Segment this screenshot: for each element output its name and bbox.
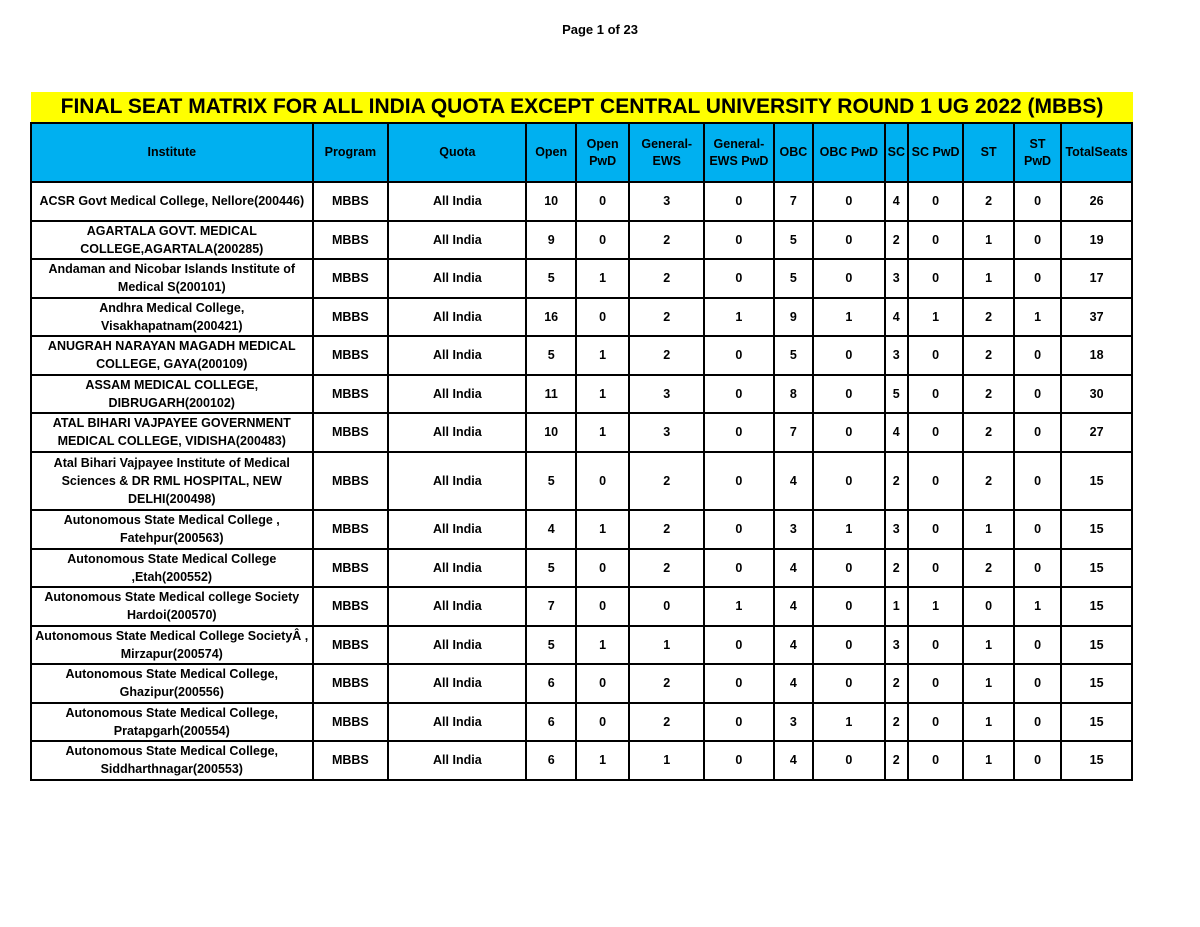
program-cell: MBBS	[313, 336, 389, 375]
program-cell: MBBS	[313, 413, 389, 452]
institute-cell: ATAL BIHARI VAJPAYEE GOVERNMENT MEDICAL COLLEGE, VIDISHA(200483)	[31, 413, 313, 452]
program-cell: MBBS	[313, 587, 389, 626]
column-header: SC PwD	[908, 123, 964, 182]
seat-count-cell: 0	[704, 182, 774, 221]
seat-count-cell: 1	[1014, 298, 1061, 337]
column-header: Program	[313, 123, 389, 182]
seat-count-cell: 0	[908, 413, 964, 452]
quota-cell: All India	[388, 549, 526, 588]
seat-count-cell: 15	[1061, 510, 1132, 549]
institute-cell: Autonomous State Medical College ,Etah(200552)	[31, 549, 313, 588]
seat-count-cell: 5	[526, 626, 575, 665]
table-row	[31, 626, 1132, 665]
seat-count-cell: 0	[704, 452, 774, 511]
seat-count-cell: 0	[1014, 452, 1061, 511]
seat-count-cell: 3	[885, 336, 908, 375]
seat-count-cell: 0	[813, 182, 885, 221]
quota-cell: All India	[388, 703, 526, 742]
seat-count-cell: 0	[704, 741, 774, 780]
seat-count-cell: 1	[576, 626, 629, 665]
program-cell: MBBS	[313, 510, 389, 549]
seat-count-cell: 0	[576, 664, 629, 703]
seat-count-cell: 2	[963, 413, 1013, 452]
institute-cell: ASSAM MEDICAL COLLEGE, DIBRUGARH(200102)	[31, 375, 313, 414]
seat-count-cell: 0	[704, 626, 774, 665]
program-cell: MBBS	[313, 452, 389, 511]
quota-cell: All India	[388, 182, 526, 221]
seat-count-cell: 7	[774, 182, 813, 221]
header-row	[31, 123, 1132, 182]
seat-count-cell: 0	[704, 375, 774, 414]
seat-count-cell: 4	[774, 587, 813, 626]
quota-cell: All India	[388, 452, 526, 511]
seat-count-cell: 1	[1014, 587, 1061, 626]
seat-count-cell: 0	[813, 587, 885, 626]
seat-count-cell: 0	[1014, 664, 1061, 703]
seat-count-cell: 0	[908, 452, 964, 511]
institute-cell: Atal Bihari Vajpayee Institute of Medical Sciences & DR RML HOSPITAL, NEW DELHI(200498)	[31, 452, 313, 511]
seat-count-cell: 5	[526, 549, 575, 588]
table-row	[31, 259, 1132, 298]
quota-cell: All India	[388, 413, 526, 452]
seat-count-cell: 1	[813, 298, 885, 337]
seat-count-cell: 2	[963, 452, 1013, 511]
program-cell: MBBS	[313, 259, 389, 298]
table-row	[31, 413, 1132, 452]
seat-count-cell: 17	[1061, 259, 1132, 298]
table-row	[31, 452, 1132, 511]
seat-count-cell: 3	[885, 626, 908, 665]
seat-count-cell: 1	[963, 703, 1013, 742]
institute-cell: Andhra Medical College, Visakhapatnam(200421)	[31, 298, 313, 337]
seat-count-cell: 2	[629, 510, 704, 549]
seat-count-cell: 4	[774, 626, 813, 665]
table-row	[31, 298, 1132, 337]
seat-count-cell: 9	[526, 221, 575, 260]
seat-matrix-table	[30, 122, 1133, 781]
seat-count-cell: 0	[1014, 375, 1061, 414]
seat-count-cell: 5	[526, 336, 575, 375]
column-header: OBC	[774, 123, 813, 182]
seat-count-cell: 1	[963, 741, 1013, 780]
institute-cell: ANUGRAH NARAYAN MAGADH MEDICAL COLLEGE, GAYA(200109)	[31, 336, 313, 375]
seat-count-cell: 19	[1061, 221, 1132, 260]
program-cell: MBBS	[313, 626, 389, 665]
column-header: Institute	[31, 123, 313, 182]
seat-count-cell: 0	[704, 221, 774, 260]
seat-count-cell: 0	[908, 741, 964, 780]
seat-count-cell: 0	[576, 221, 629, 260]
seat-count-cell: 0	[963, 587, 1013, 626]
seat-count-cell: 1	[576, 510, 629, 549]
seat-count-cell: 0	[1014, 510, 1061, 549]
seat-count-cell: 6	[526, 703, 575, 742]
seat-count-cell: 0	[813, 549, 885, 588]
seat-count-cell: 18	[1061, 336, 1132, 375]
seat-count-cell: 2	[885, 221, 908, 260]
quota-cell: All India	[388, 298, 526, 337]
seat-count-cell: 15	[1061, 741, 1132, 780]
seat-count-cell: 10	[526, 413, 575, 452]
seat-count-cell: 2	[629, 259, 704, 298]
seat-count-cell: 27	[1061, 413, 1132, 452]
seat-count-cell: 2	[885, 452, 908, 511]
seat-count-cell: 6	[526, 741, 575, 780]
seat-count-cell: 5	[885, 375, 908, 414]
seat-count-cell: 0	[704, 549, 774, 588]
seat-count-cell: 5	[774, 221, 813, 260]
seat-count-cell: 15	[1061, 626, 1132, 665]
quota-cell: All India	[388, 587, 526, 626]
seat-count-cell: 15	[1061, 452, 1132, 511]
seat-count-cell: 2	[629, 336, 704, 375]
program-cell: MBBS	[313, 221, 389, 260]
seat-count-cell: 0	[908, 703, 964, 742]
seat-count-cell: 0	[1014, 626, 1061, 665]
seat-count-cell: 2	[629, 703, 704, 742]
seat-count-cell: 15	[1061, 549, 1132, 588]
seat-count-cell: 0	[908, 375, 964, 414]
seat-count-cell: 3	[629, 182, 704, 221]
seat-count-cell: 3	[774, 703, 813, 742]
column-header: Open	[526, 123, 575, 182]
table-row	[31, 182, 1132, 221]
seat-count-cell: 2	[629, 298, 704, 337]
seat-count-cell: 0	[704, 259, 774, 298]
seat-count-cell: 3	[885, 510, 908, 549]
program-cell: MBBS	[313, 703, 389, 742]
column-header: ST	[963, 123, 1013, 182]
seat-count-cell: 0	[813, 336, 885, 375]
seat-count-cell: 0	[576, 587, 629, 626]
seat-count-cell: 0	[908, 510, 964, 549]
seat-count-cell: 1	[963, 259, 1013, 298]
institute-cell: Autonomous State Medical College , Fatehpur(200563)	[31, 510, 313, 549]
program-cell: MBBS	[313, 182, 389, 221]
seat-count-cell: 0	[704, 336, 774, 375]
institute-cell: Autonomous State Medical College, Pratapgarh(200554)	[31, 703, 313, 742]
seat-count-cell: 0	[1014, 413, 1061, 452]
seat-count-cell: 4	[774, 741, 813, 780]
table-row	[31, 510, 1132, 549]
seat-count-cell: 4	[774, 452, 813, 511]
seat-count-cell: 2	[885, 549, 908, 588]
seat-count-cell: 1	[908, 587, 964, 626]
page-number: Page 1 of 23	[562, 22, 638, 37]
seat-count-cell: 11	[526, 375, 575, 414]
institute-cell: Andaman and Nicobar Islands Institute of Medical S(200101)	[31, 259, 313, 298]
document-title: FINAL SEAT MATRIX FOR ALL INDIA QUOTA EXCEPT CENTRAL UNIVERSITY ROUND 1 UG 2022 (MBBS)	[31, 92, 1133, 122]
table-row	[31, 375, 1132, 414]
seat-count-cell: 2	[885, 703, 908, 742]
seat-count-cell: 0	[704, 703, 774, 742]
institute-cell: Autonomous State Medical College, Siddharthnagar(200553)	[31, 741, 313, 780]
seat-count-cell: 0	[576, 182, 629, 221]
institute-cell: Autonomous State Medical College, Ghazipur(200556)	[31, 664, 313, 703]
quota-cell: All India	[388, 259, 526, 298]
seat-count-cell: 0	[1014, 741, 1061, 780]
quota-cell: All India	[388, 336, 526, 375]
seat-count-cell: 0	[629, 587, 704, 626]
seat-count-cell: 4	[885, 298, 908, 337]
seat-count-cell: 0	[576, 298, 629, 337]
column-header: SC	[885, 123, 908, 182]
seat-count-cell: 1	[576, 259, 629, 298]
seat-count-cell: 1	[963, 221, 1013, 260]
seat-count-cell: 0	[908, 336, 964, 375]
seat-count-cell: 6	[526, 664, 575, 703]
seat-count-cell: 7	[526, 587, 575, 626]
seat-count-cell: 2	[629, 549, 704, 588]
seat-count-cell: 0	[1014, 703, 1061, 742]
seat-count-cell: 3	[885, 259, 908, 298]
column-header: TotalSeats	[1061, 123, 1132, 182]
seat-count-cell: 5	[526, 259, 575, 298]
seat-count-cell: 0	[813, 259, 885, 298]
seat-count-cell: 4	[526, 510, 575, 549]
seat-count-cell: 0	[1014, 549, 1061, 588]
seat-count-cell: 5	[526, 452, 575, 511]
quota-cell: All India	[388, 375, 526, 414]
seat-count-cell: 2	[629, 221, 704, 260]
seat-count-cell: 9	[774, 298, 813, 337]
seat-count-cell: 30	[1061, 375, 1132, 414]
seat-count-cell: 1	[576, 336, 629, 375]
seat-count-cell: 2	[963, 298, 1013, 337]
seat-count-cell: 0	[1014, 221, 1061, 260]
column-header: OBC PwD	[813, 123, 885, 182]
seat-count-cell: 0	[908, 259, 964, 298]
seat-count-cell: 1	[963, 664, 1013, 703]
table-row	[31, 741, 1132, 780]
seat-count-cell: 16	[526, 298, 575, 337]
seat-count-cell: 2	[629, 452, 704, 511]
program-cell: MBBS	[313, 375, 389, 414]
seat-count-cell: 1	[704, 587, 774, 626]
quota-cell: All India	[388, 741, 526, 780]
seat-count-cell: 10	[526, 182, 575, 221]
seat-count-cell: 5	[774, 259, 813, 298]
seat-count-cell: 2	[963, 549, 1013, 588]
table-row	[31, 336, 1132, 375]
seat-count-cell: 2	[885, 741, 908, 780]
table-body	[31, 182, 1132, 780]
seat-count-cell: 0	[1014, 336, 1061, 375]
seat-count-cell: 1	[813, 510, 885, 549]
seat-count-cell: 15	[1061, 703, 1132, 742]
seat-count-cell: 15	[1061, 664, 1132, 703]
seat-count-cell: 0	[813, 221, 885, 260]
seat-count-cell: 4	[885, 413, 908, 452]
seat-count-cell: 3	[629, 413, 704, 452]
institute-cell: AGARTALA GOVT. MEDICAL COLLEGE,AGARTALA(200285)	[31, 221, 313, 260]
seat-count-cell: 1	[576, 375, 629, 414]
column-header: Open PwD	[576, 123, 629, 182]
seat-count-cell: 0	[813, 375, 885, 414]
seat-count-cell: 0	[813, 413, 885, 452]
column-header: General-EWS PwD	[704, 123, 774, 182]
seat-count-cell: 2	[963, 336, 1013, 375]
seat-count-cell: 0	[908, 549, 964, 588]
seat-count-cell: 4	[774, 549, 813, 588]
seat-count-cell: 7	[774, 413, 813, 452]
seat-count-cell: 2	[963, 375, 1013, 414]
institute-cell: Autonomous State Medical College SocietyÂ , Mirzapur(200574)	[31, 626, 313, 665]
quota-cell: All India	[388, 664, 526, 703]
seat-count-cell: 3	[774, 510, 813, 549]
seat-count-cell: 0	[813, 741, 885, 780]
program-cell: MBBS	[313, 741, 389, 780]
seat-count-cell: 1	[885, 587, 908, 626]
seat-count-cell: 2	[629, 664, 704, 703]
seat-count-cell: 0	[908, 182, 964, 221]
seat-count-cell: 1	[813, 703, 885, 742]
table-row	[31, 703, 1132, 742]
seat-count-cell: 1	[963, 510, 1013, 549]
institute-cell: ACSR Govt Medical College, Nellore(200446)	[31, 182, 313, 221]
seat-count-cell: 0	[813, 626, 885, 665]
quota-cell: All India	[388, 510, 526, 549]
seat-count-cell: 1	[704, 298, 774, 337]
table-row	[31, 664, 1132, 703]
seat-count-cell: 0	[813, 664, 885, 703]
program-cell: MBBS	[313, 549, 389, 588]
seat-count-cell: 0	[908, 626, 964, 665]
seat-count-cell: 1	[576, 413, 629, 452]
seat-count-cell: 37	[1061, 298, 1132, 337]
seat-count-cell: 4	[774, 664, 813, 703]
seat-count-cell: 4	[885, 182, 908, 221]
seat-count-cell: 0	[813, 452, 885, 511]
seat-count-cell: 1	[629, 626, 704, 665]
seat-count-cell: 1	[963, 626, 1013, 665]
table-row	[31, 587, 1132, 626]
table-row	[31, 549, 1132, 588]
table-row	[31, 221, 1132, 260]
seat-count-cell: 26	[1061, 182, 1132, 221]
seat-count-cell: 0	[1014, 259, 1061, 298]
quota-cell: All India	[388, 626, 526, 665]
program-cell: MBBS	[313, 298, 389, 337]
quota-cell: All India	[388, 221, 526, 260]
seat-count-cell: 0	[576, 703, 629, 742]
seat-count-cell: 0	[908, 664, 964, 703]
seat-count-cell: 1	[629, 741, 704, 780]
seat-count-cell: 0	[908, 221, 964, 260]
seat-count-cell: 0	[704, 413, 774, 452]
institute-cell: Autonomous State Medical college Society Hardoi(200570)	[31, 587, 313, 626]
seat-count-cell: 8	[774, 375, 813, 414]
seat-count-cell: 1	[908, 298, 964, 337]
seat-count-cell: 2	[963, 182, 1013, 221]
column-header: General-EWS	[629, 123, 704, 182]
seat-count-cell: 3	[629, 375, 704, 414]
seat-count-cell: 1	[576, 741, 629, 780]
column-header: Quota	[388, 123, 526, 182]
seat-count-cell: 15	[1061, 587, 1132, 626]
seat-count-cell: 5	[774, 336, 813, 375]
seat-count-cell: 2	[885, 664, 908, 703]
seat-count-cell: 0	[704, 510, 774, 549]
program-cell: MBBS	[313, 664, 389, 703]
seat-count-cell: 0	[576, 452, 629, 511]
seat-count-cell: 0	[576, 549, 629, 588]
seat-count-cell: 0	[1014, 182, 1061, 221]
seat-count-cell: 0	[704, 664, 774, 703]
column-header: ST PwD	[1014, 123, 1061, 182]
